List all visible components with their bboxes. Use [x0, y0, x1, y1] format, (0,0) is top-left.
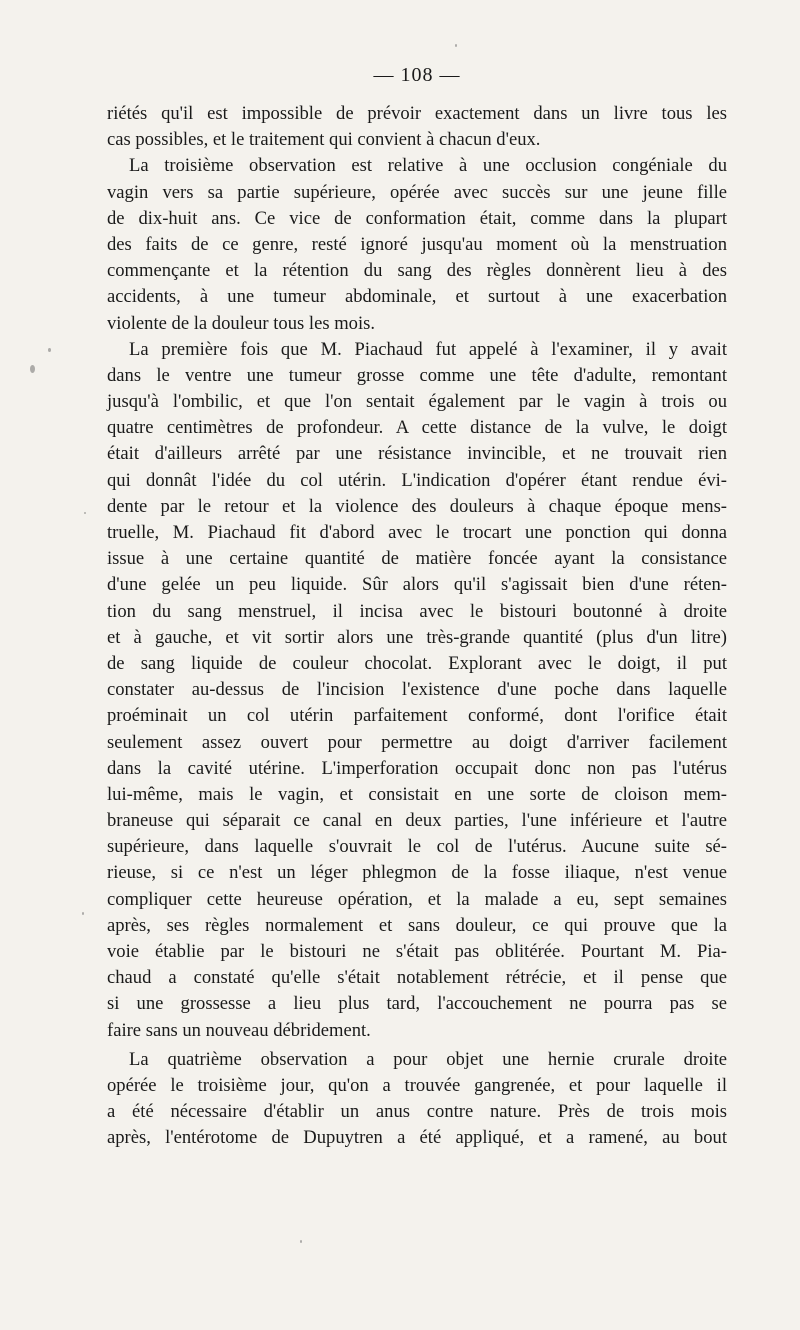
text-line: d'une gelée un peu liquide. Sûr alors qu'il s'agissait bien d'une réten-	[107, 574, 727, 596]
text-line: qui donnât l'idée du col utérin. L'indication d'opérer étant rendue évi-	[107, 469, 727, 491]
text-line: dans le ventre une tumeur grosse comme une tête d'adulte, remontant	[107, 364, 727, 386]
text-line: opérée le troisième jour, qu'on a trouvée gangrenée, et pour laquelle il	[107, 1074, 727, 1096]
text-line: voie établie par le bistouri ne s'était pas oblitérée. Pourtant M. Pia-	[107, 941, 727, 962]
page-number: — 108 —	[373, 64, 461, 86]
text-line: et à gauche, et vit sortir alors une très-grande quantité (plus d'un litre)	[107, 626, 727, 648]
text-line: a été nécessaire d'établir un anus contre nature. Près de trois mois	[107, 1101, 727, 1123]
scan-speck	[300, 1240, 302, 1243]
text-line: dans la cavité utérine. L'imperforation occupait donc non pas l'utérus	[107, 757, 727, 779]
text-line: supérieure, dans laquelle s'ouvrait le col de l'utérus. Aucune suite sé-	[107, 836, 727, 858]
text-line: truelle, M. Piachaud fit d'abord avec le trocart une ponction qui donna	[107, 522, 727, 543]
scan-speck	[48, 348, 51, 352]
text-line: faire sans un nouveau débridement.	[107, 1019, 371, 1041]
text-line: de sang liquide de couleur chocolat. Explorant avec le doigt, il put	[107, 652, 727, 674]
text-line: chaud a constaté qu'elle s'était notablement rétrécie, et il pense que	[107, 967, 727, 989]
text-line: issue à une certaine quantité de matière foncée ayant la consistance	[107, 548, 727, 570]
text-line: après, l'entérotome de Dupuytren a été appliqué, et a ramené, au bout	[107, 1127, 727, 1149]
text-line: jusqu'à l'ombilic, et que l'on sentait également par le vagin à trois ou	[107, 391, 727, 413]
text-line: des faits de ce genre, resté ignoré jusqu'au moment où la menstruation	[107, 233, 727, 255]
scan-speck	[84, 512, 86, 514]
text-line: rieuse, si ce n'est un léger phlegmon de la fosse iliaque, n'est venue	[107, 862, 727, 884]
text-line: violente de la douleur tous les mois.	[107, 312, 376, 334]
text-line: tion du sang menstruel, il incisa avec le bistouri boutonné à droite	[107, 600, 727, 622]
text-line: quatre centimètres de profondeur. A cette distance de la vulve, le doigt	[107, 417, 727, 439]
scan-speck	[30, 365, 35, 373]
text-line: constater au-dessus de l'incision l'existence d'une poche dans laquelle	[107, 679, 727, 701]
text-line: riétés qu'il est impossible de prévoir exactement dans un livre tous les	[107, 103, 727, 124]
text-line: de dix-huit ans. Ce vice de conformation était, comme dans la plupart	[107, 207, 727, 229]
text-line: si une grossesse a lieu plus tard, l'accouchement ne pourra pas se	[107, 993, 727, 1015]
text-line: La quatrième observation a pour objet une hernie crurale droite	[129, 1048, 727, 1070]
text-line: après, ses règles normalement et sans douleur, ce qui prouve que la	[107, 914, 727, 936]
text-line: dente par le retour et la violence des douleurs à chaque époque mens-	[107, 495, 727, 517]
scan-speck	[82, 912, 84, 915]
text-line: était d'ailleurs arrêté par une résistance invincible, et ne trouvait rien	[107, 443, 727, 465]
text-line: seulement assez ouvert pour permettre au doigt d'arriver facilement	[107, 731, 727, 753]
text-line: compliquer cette heureuse opération, et la malade a eu, sept semaines	[107, 888, 727, 910]
text-line: proéminait un col utérin parfaitement conformé, dont l'orifice était	[107, 705, 727, 727]
text-line: braneuse qui séparait ce canal en deux parties, l'une inférieure et l'autre	[107, 810, 727, 832]
text-line: La première fois que M. Piachaud fut appelé à l'examiner, il y avait	[129, 338, 727, 360]
text-line: lui-même, mais le vagin, et consistait en une sorte de cloison mem-	[107, 783, 727, 805]
text-line: commençante et la rétention du sang des règles donnèrent lieu à des	[107, 260, 727, 282]
scan-speck	[455, 44, 457, 47]
body-text	[107, 101, 727, 1152]
text-line: La troisième observation est relative à une occlusion congéniale du	[129, 155, 727, 177]
text-line: cas possibles, et le traitement qui convient à chacun d'eux.	[107, 129, 541, 151]
text-line: accidents, à une tumeur abdominale, et surtout à une exacerbation	[107, 286, 727, 308]
text-line: vagin vers sa partie supérieure, opérée avec succès sur une jeune fille	[107, 181, 727, 203]
